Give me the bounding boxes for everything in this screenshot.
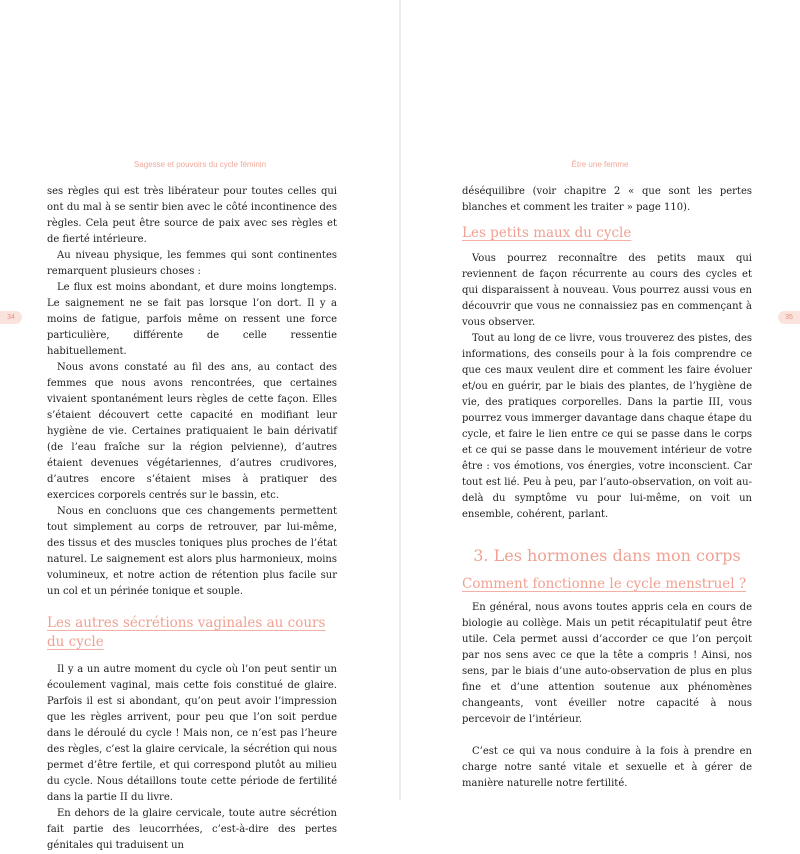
left-running-head: Sagesse et pouvoirs du cycle féminin <box>133 160 267 169</box>
left-page <box>0 0 400 851</box>
paragraph: En dehors de la glaire cervicale, toute autre sécrétion fait partie des leucorrhées, c’est-à-dire des pertes génitales qui traduisent un <box>47 808 337 851</box>
paragraph: C’est ce qui va nous conduire à la fois à prendre en charge notre santé vitale et sexuelle et à gérer de manière naturelle notre fertilité. <box>462 746 752 789</box>
paragraph: Nous en concluons que ces changements permettent tout simplement au corps de retrouver, par lui-même, des tissus et des muscles toniques plus proches de l’état naturel. Le saignement est alors plus harmonieux, moins volumineux, et notre action de rétention plus facile sur un col et un périnée tonique et souple. <box>47 506 337 597</box>
chapter-heading: 3. Les hormones dans mon corps <box>473 546 741 565</box>
paragraph: Il y a un autre moment du cycle où l’on peut sentir un écoulement vaginal, mais cette fois constitué de glaire. Parfois il est si abondant, qu’on peut avoir l’impression que les règles arrivent, pour peu que l’on soit perdue dans le déroulé du cycle ! Mais non, ce n’est pas l’heure des règles, c’est la glaire cervicale, la sécrétion qui nous permet d’être fertile, et qui correspond plutôt au milieu du cycle. Nous détaillons toute cette période de fertilité dans la partie II du livre. <box>47 664 337 803</box>
right-page <box>400 0 800 800</box>
left-page-number: 34 <box>0 311 22 324</box>
paragraph: Vous pourrez reconnaître des petits maux qui reviennent de façon récurrente au cours des cycles et qui disparaissent à nouveau. Vous pourrez aussi vous en découvrir que vous ne connaissiez pas en commençant à vous observer. <box>462 253 752 328</box>
left-page-body <box>47 184 337 854</box>
paragraph: ses règles qui est très libérateur pour toutes celles qui ont du mal à se sentir bien avec le côté incontinence des règles. Cela peut être source de paix avec ses règles et de fierté intérieure. <box>47 186 337 245</box>
paragraph: Le flux est moins abondant, et dure moins longtemps. Le saignement ne se fait pas lorsque l’on dort. Il y a moins de fatigue, parfois même on ressent une force particulière, différente de celle ressentie habituellement. <box>47 282 337 357</box>
right-page-body <box>462 184 752 792</box>
right-page-number: 35 <box>778 311 800 324</box>
paragraph: Au niveau physique, les femmes qui sont continentes remarquent plusieurs choses : <box>47 250 337 277</box>
paragraph: déséquilibre (voir chapitre 2 « que sont les pertes blanches et comment les traiter » page 110). <box>462 186 752 213</box>
paragraph: Tout au long de ce livre, vous trouverez des pistes, des informations, des conseils pour à la fois comprendre ce que ces maux veulent dire et comment les faire évoluer et/ou en guérir, par le biais des plantes, de l’hygiène de vie, des pratiques corporelles. Dans la partie III, vous pourrez vous immerger davantage dans chaque étape du cycle, et faire le lien entre ce qui se passe dans le corps et ce qui se passe dans le mouvement intérieur de votre être : vos émotions, vos énergies, votre inconscient. Car tout est lié. Peu à peu, par l’auto-observation, on voit au-delà du symptôme vu pour lui-même, on voit un ensemble, cohérent, parlant. <box>462 333 752 520</box>
section-heading: Les petits maux du cycle <box>462 225 632 241</box>
section-heading: Les autres sécrétions vaginales au cours du cycle <box>47 615 326 650</box>
paragraph: En général, nous avons toutes appris cela en cours de biologie au collège. Mais un petit récapitulatif peut être utile. Cela permet aussi d’accorder ce que l’on perçoit par nos sens avec ce que la tête a compris ! Ainsi, nos sens, par le biais d’une auto-observation de plus en plus fine et d’une attention soutenue aux phénomènes changeants, vont éveiller notre capacité à nous percevoir de l’intérieur. <box>462 602 752 725</box>
paragraph: Nous avons constaté au fil des ans, au contact des femmes que nous avons rencontrées, que certaines vivaient spontanément leurs règles de cette façon. Elles s’étaient découvert cette capacité en modifiant leur hygiène de vie. Certaines pratiquaient le bain dérivatif (de l’eau fraîche sur la région pelvienne), d’autres étaient devenues végétariennes, d’autres crudivores, d’autres encore s’étaient mises à pratiquer des exercices corporels centrés sur le bassin, etc. <box>47 362 337 501</box>
right-running-head: Être une femme <box>571 160 629 169</box>
section-heading: Comment fonctionne le cycle menstruel ? <box>462 576 747 592</box>
